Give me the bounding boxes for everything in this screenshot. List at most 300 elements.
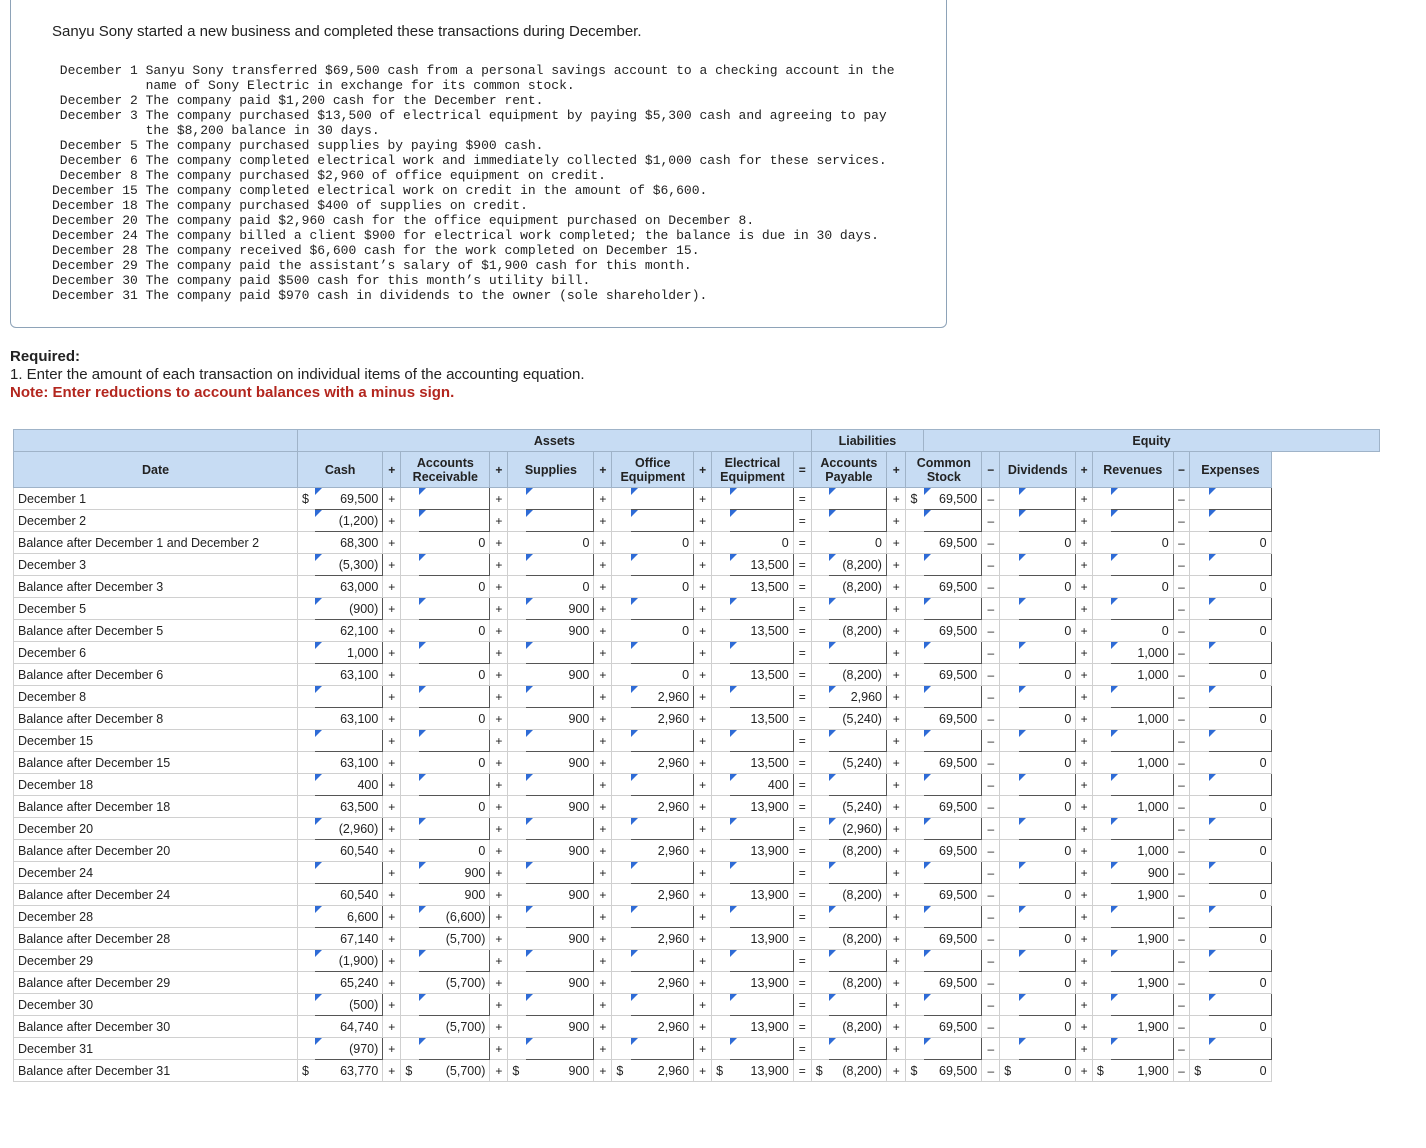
cash-value: 63,100: [315, 664, 383, 686]
currency-symbol: [298, 950, 316, 972]
revenues-input[interactable]: [1111, 1038, 1173, 1060]
electrical-equipment-input[interactable]: [730, 686, 793, 708]
office-equipment-input[interactable]: [631, 510, 694, 532]
cash-value: 65,240: [315, 972, 383, 994]
operator: +: [490, 576, 508, 598]
electrical-equipment-input[interactable]: [730, 642, 793, 664]
currency-symbol: [811, 686, 829, 708]
operator: +: [1076, 576, 1093, 598]
accounts-receivable-input[interactable]: [419, 994, 490, 1016]
cash-input[interactable]: [315, 862, 383, 884]
operator: =: [793, 488, 811, 510]
currency-symbol: [1092, 862, 1110, 884]
office-equipment-input[interactable]: [631, 994, 694, 1016]
currency-symbol: [1190, 906, 1209, 928]
operator: +: [383, 730, 401, 752]
dividends-value: 0: [1019, 532, 1076, 554]
operator: –: [1173, 862, 1190, 884]
currency-symbol: [1092, 774, 1110, 796]
revenues-value: 0: [1111, 532, 1173, 554]
operator: +: [1076, 686, 1093, 708]
common-stock-input[interactable]: [924, 598, 982, 620]
supplies-input[interactable]: [526, 818, 594, 840]
accounts-receivable-input[interactable]: [419, 642, 490, 664]
supplies-input[interactable]: [526, 950, 594, 972]
common-stock-input[interactable]: [924, 554, 982, 576]
currency-symbol: [811, 708, 829, 730]
accounts-payable-input[interactable]: [829, 774, 886, 796]
operator: +: [490, 708, 508, 730]
currency-symbol: [811, 1038, 829, 1060]
operator: –: [982, 884, 1000, 906]
operator: +: [594, 972, 612, 994]
operator: +: [490, 818, 508, 840]
currency-symbol: [1000, 840, 1019, 862]
currency-symbol: [712, 708, 730, 730]
dividends-input[interactable]: [1019, 488, 1076, 510]
currency-symbol: [1092, 752, 1110, 774]
expenses-input[interactable]: [1209, 774, 1271, 796]
currency-symbol: [298, 796, 316, 818]
operator: –: [1173, 796, 1190, 818]
cash-input[interactable]: (970): [315, 1038, 383, 1060]
supplies-input[interactable]: [526, 642, 594, 664]
accounts-payable-input[interactable]: 2,960: [829, 686, 886, 708]
electrical-equipment-input[interactable]: [730, 488, 793, 510]
operator: +: [694, 576, 712, 598]
revenues-input[interactable]: [1111, 994, 1173, 1016]
currency-symbol: [811, 906, 829, 928]
currency-symbol: [401, 862, 419, 884]
accounts-receivable-input[interactable]: [419, 1038, 490, 1060]
operator: +: [1076, 598, 1093, 620]
dividends-input[interactable]: [1019, 686, 1076, 708]
common-stock-input[interactable]: [924, 510, 982, 532]
operator: +: [1076, 950, 1093, 972]
currency-symbol: [712, 818, 730, 840]
cash-value: 63,100: [315, 752, 383, 774]
accounts-payable-value: (5,240): [829, 708, 886, 730]
currency-symbol: [298, 840, 316, 862]
cash-input[interactable]: 1,000: [315, 642, 383, 664]
expenses-input[interactable]: [1209, 818, 1271, 840]
currency-symbol: [712, 994, 730, 1016]
operator: +: [490, 994, 508, 1016]
common-stock-value: 69,500: [924, 928, 982, 950]
dividends-input[interactable]: [1019, 730, 1076, 752]
entry-row: [14, 510, 1426, 532]
dividends-input[interactable]: [1019, 554, 1076, 576]
accounts-payable-input[interactable]: [829, 730, 886, 752]
currency-symbol: [906, 752, 924, 774]
office-equipment-input[interactable]: [631, 730, 694, 752]
revenues-value: 1,900: [1111, 972, 1173, 994]
common-stock-input[interactable]: [924, 686, 982, 708]
common-stock-input[interactable]: 69,500: [924, 488, 982, 510]
electrical-equipment-value: 13,500: [730, 752, 793, 774]
entry-row: [14, 774, 1426, 796]
supplies-value: 900: [526, 708, 594, 730]
electrical-equipment-input[interactable]: [730, 510, 793, 532]
office-equipment-input[interactable]: [631, 906, 694, 928]
cash-input[interactable]: (900): [315, 598, 383, 620]
accounts-receivable-input[interactable]: [419, 730, 490, 752]
operator: +: [886, 928, 905, 950]
expenses-input[interactable]: [1209, 554, 1271, 576]
electrical-equipment-input[interactable]: [730, 906, 793, 928]
accounts-receivable-input[interactable]: [419, 774, 490, 796]
common-stock-input[interactable]: [924, 730, 982, 752]
currency-symbol: [1190, 950, 1209, 972]
dividends-input[interactable]: [1019, 906, 1076, 928]
revenues-input[interactable]: [1111, 730, 1173, 752]
cash-input[interactable]: 400: [315, 774, 383, 796]
accounts-payable-input[interactable]: [829, 1038, 886, 1060]
dividends-input[interactable]: [1019, 598, 1076, 620]
supplies-input[interactable]: [526, 510, 594, 532]
accounts-receivable-input[interactable]: [419, 598, 490, 620]
supplies-input[interactable]: [526, 730, 594, 752]
revenues-input[interactable]: 1,000: [1111, 642, 1173, 664]
operator: =: [793, 686, 811, 708]
office-equipment-input[interactable]: [631, 642, 694, 664]
electrical-equipment-value: 0: [730, 532, 793, 554]
currency-symbol: [401, 1016, 419, 1038]
transaction-list: December 1 Sanyu Sony transferred $69,500 cash from a personal savings account to a checking account in the name of Sony Electric in exchange for its common stock. December 2 The company paid $1,200 cash for the December rent. December 3 The company purchased $13,500 of electrical equipment by paying $5,300 cash and agreeing to pay the $8,200 balance in 30 days. December 5 The company purchased supplies by paying $900 cash. December 6 The company completed electrical work and immediately collected $1,000 cash for these services. December 8 The company purchased $2,960 of office equipment on credit. December 15 The company completed electrical work on credit in the amount of $6,600. December 18 The company purchased $400 of supplies on credit. December 20 The company paid $2,960 cash for the office equipment purchased on December 8. December 24 The company billed a client $900 for electrical work completed; the balance is due in 30 days. December 28 The company received $6,600 cash for the work completed on December 15. December 29 The company paid the assistant’s salary of $1,900 cash for this month. December 30 The company paid $500 cash for this month’s utility bill. December 31 The company paid $970 cash in dividends to the owner (sole shareholder).: [52, 63, 895, 303]
office-equipment-input[interactable]: 2,960: [631, 686, 694, 708]
operator: +: [490, 774, 508, 796]
cash-input[interactable]: [315, 730, 383, 752]
currency-symbol: [1000, 488, 1019, 510]
currency-symbol: $: [612, 1060, 631, 1082]
operator: +: [694, 906, 712, 928]
currency-symbol: [1000, 664, 1019, 686]
currency-symbol: [1000, 906, 1019, 928]
office-equipment-input[interactable]: [631, 818, 694, 840]
supplies-value: 900: [526, 620, 594, 642]
supplies-input[interactable]: [526, 488, 594, 510]
currency-symbol: [811, 730, 829, 752]
currency-symbol: [1000, 994, 1019, 1016]
dividends-value: 0: [1019, 796, 1076, 818]
operator: +: [594, 906, 612, 928]
operator: +: [886, 884, 905, 906]
dividends-input[interactable]: [1019, 774, 1076, 796]
supplies-value: 900: [526, 928, 594, 950]
accounts-receivable-input[interactable]: (6,600): [419, 906, 490, 928]
accounts-payable-input[interactable]: [829, 510, 886, 532]
cash-value: 68,300: [315, 532, 383, 554]
office-equipment-input[interactable]: [631, 488, 694, 510]
row-date: Balance after December 18: [14, 796, 298, 818]
supplies-input[interactable]: [526, 774, 594, 796]
common-stock-input[interactable]: [924, 906, 982, 928]
currency-symbol: [401, 686, 419, 708]
office-equipment-input[interactable]: [631, 774, 694, 796]
operator: +: [594, 774, 612, 796]
operator: =: [793, 510, 811, 532]
common-stock-input[interactable]: [924, 950, 982, 972]
cash-input[interactable]: 6,600: [315, 906, 383, 928]
office-equipment-value: 2,960: [631, 884, 694, 906]
revenues-input[interactable]: 900: [1111, 862, 1173, 884]
supplies-input[interactable]: 900: [526, 598, 594, 620]
office-equipment-input[interactable]: [631, 950, 694, 972]
operator: +: [383, 532, 401, 554]
currency-symbol: [401, 708, 419, 730]
office-equipment-input[interactable]: [631, 598, 694, 620]
expenses-value: 0: [1209, 840, 1271, 862]
currency-symbol: [1092, 620, 1110, 642]
revenues-input[interactable]: [1111, 554, 1173, 576]
expenses-input[interactable]: [1209, 730, 1271, 752]
currency-symbol: [811, 796, 829, 818]
operator: –: [982, 840, 1000, 862]
accounts-payable-input[interactable]: [829, 862, 886, 884]
cash-input[interactable]: (1,200): [315, 510, 383, 532]
expenses-input[interactable]: [1209, 488, 1271, 510]
expenses-input[interactable]: [1209, 686, 1271, 708]
expenses-input[interactable]: [1209, 510, 1271, 532]
operator: –: [982, 906, 1000, 928]
expenses-input[interactable]: [1209, 598, 1271, 620]
accounts-receivable-input[interactable]: [419, 818, 490, 840]
currency-symbol: [401, 928, 419, 950]
currency-symbol: [712, 510, 730, 532]
electrical-equipment-input[interactable]: [730, 950, 793, 972]
dividends-input[interactable]: [1019, 818, 1076, 840]
currency-symbol: [298, 994, 316, 1016]
revenues-input[interactable]: [1111, 488, 1173, 510]
office-equipment-input[interactable]: [631, 1038, 694, 1060]
operator: +: [490, 554, 508, 576]
currency-symbol: [712, 642, 730, 664]
common-stock-input[interactable]: [924, 1038, 982, 1060]
operator: –: [982, 994, 1000, 1016]
electrical-equipment-input[interactable]: [730, 1038, 793, 1060]
operator: –: [982, 664, 1000, 686]
supplies-input[interactable]: [526, 862, 594, 884]
currency-symbol: [906, 576, 924, 598]
operator: +: [886, 488, 905, 510]
accounts-payable-input[interactable]: [829, 994, 886, 1016]
accounts-receivable-input[interactable]: [419, 554, 490, 576]
dividends-input[interactable]: [1019, 950, 1076, 972]
operator: +: [594, 686, 612, 708]
office-equipment-value: 2,960: [631, 1060, 694, 1082]
currency-symbol: [508, 598, 526, 620]
operator: –: [1173, 708, 1190, 730]
currency-symbol: [1190, 994, 1209, 1016]
office-equipment-input[interactable]: [631, 554, 694, 576]
electrical-equipment-input[interactable]: [730, 818, 793, 840]
revenues-input[interactable]: [1111, 950, 1173, 972]
accounts-payable-value: (8,200): [829, 620, 886, 642]
expenses-input[interactable]: [1209, 994, 1271, 1016]
currency-symbol: [1092, 928, 1110, 950]
office-equipment-value: 2,960: [631, 708, 694, 730]
cash-value: 63,100: [315, 708, 383, 730]
currency-symbol: [1092, 1038, 1110, 1060]
currency-symbol: [401, 1038, 419, 1060]
supplies-input[interactable]: [526, 994, 594, 1016]
cash-input[interactable]: (2,960): [315, 818, 383, 840]
currency-symbol: $: [298, 488, 316, 510]
operator: +: [1076, 752, 1093, 774]
cash-input[interactable]: (500): [315, 994, 383, 1016]
accounts-receivable-input[interactable]: [419, 950, 490, 972]
supplies-input[interactable]: [526, 1038, 594, 1060]
operator: +: [886, 862, 905, 884]
entry-row: [14, 1038, 1426, 1060]
currency-symbol: [906, 796, 924, 818]
currency-symbol: [906, 950, 924, 972]
accounts-receivable-input[interactable]: [419, 510, 490, 532]
operator: +: [383, 774, 401, 796]
accounts-receivable-input[interactable]: [419, 488, 490, 510]
revenues-input[interactable]: [1111, 774, 1173, 796]
currency-symbol: [1000, 532, 1019, 554]
currency-symbol: [906, 840, 924, 862]
common-stock-input[interactable]: [924, 774, 982, 796]
accounts-receivable-input[interactable]: [419, 686, 490, 708]
revenues-input[interactable]: [1111, 906, 1173, 928]
currency-symbol: [612, 532, 631, 554]
currency-symbol: [508, 840, 526, 862]
office-equipment-input[interactable]: [631, 862, 694, 884]
expenses-input[interactable]: [1209, 862, 1271, 884]
row-date: December 20: [14, 818, 298, 840]
electrical-equipment-input[interactable]: [730, 730, 793, 752]
revenues-input[interactable]: [1111, 510, 1173, 532]
accounts-receivable-input[interactable]: 900: [419, 862, 490, 884]
operator: –: [1173, 554, 1190, 576]
currency-symbol: [1000, 774, 1019, 796]
header-equity: Equity: [924, 430, 1380, 452]
cash-input[interactable]: 69,500: [315, 488, 383, 510]
currency-symbol: [1000, 576, 1019, 598]
currency-symbol: [1000, 928, 1019, 950]
currency-symbol: [712, 488, 730, 510]
revenues-input[interactable]: [1111, 818, 1173, 840]
cash-input[interactable]: [315, 686, 383, 708]
entry-row: [14, 730, 1426, 752]
supplies-value: 900: [526, 1016, 594, 1038]
cash-input[interactable]: (5,300): [315, 554, 383, 576]
accounts-payable-input[interactable]: [829, 642, 886, 664]
electrical-equipment-input[interactable]: [730, 598, 793, 620]
common-stock-input[interactable]: [924, 862, 982, 884]
accounts-payable-input[interactable]: [829, 598, 886, 620]
supplies-input[interactable]: [526, 554, 594, 576]
header-supplies: Supplies: [508, 452, 594, 488]
currency-symbol: [401, 576, 419, 598]
operator: +: [594, 664, 612, 686]
currency-symbol: [1000, 708, 1019, 730]
dividends-input[interactable]: [1019, 862, 1076, 884]
common-stock-input[interactable]: [924, 994, 982, 1016]
operator: +: [694, 972, 712, 994]
cash-value: 60,540: [315, 840, 383, 862]
accounts-payable-input[interactable]: [829, 488, 886, 510]
accounts-payable-input[interactable]: (2,960): [829, 818, 886, 840]
electrical-equipment-input[interactable]: 13,500: [730, 554, 793, 576]
expenses-value: 0: [1209, 1016, 1271, 1038]
operator: =: [793, 1060, 811, 1082]
supplies-input[interactable]: [526, 686, 594, 708]
electrical-equipment-input[interactable]: [730, 994, 793, 1016]
operator: +: [383, 598, 401, 620]
dividends-input[interactable]: [1019, 510, 1076, 532]
revenues-input[interactable]: [1111, 686, 1173, 708]
currency-symbol: [612, 664, 631, 686]
operator: +: [694, 994, 712, 1016]
operator: +: [1076, 774, 1093, 796]
operator: =: [793, 642, 811, 664]
accounts-payable-value: (8,200): [829, 928, 886, 950]
expenses-input[interactable]: [1209, 642, 1271, 664]
operator: +: [1076, 1038, 1093, 1060]
operator: +: [694, 862, 712, 884]
common-stock-input[interactable]: [924, 818, 982, 840]
currency-symbol: [906, 928, 924, 950]
balance-row: [14, 1060, 1426, 1082]
revenues-input[interactable]: [1111, 598, 1173, 620]
currency-symbol: [712, 928, 730, 950]
header-accounts-payable: Accounts Payable: [811, 452, 886, 488]
dividends-value: 0: [1019, 1060, 1076, 1082]
currency-symbol: [712, 1038, 730, 1060]
operator: +: [490, 862, 508, 884]
entry-row: [14, 818, 1426, 840]
operator: –: [1173, 576, 1190, 598]
electrical-equipment-input[interactable]: [730, 862, 793, 884]
operator: +: [886, 598, 905, 620]
cash-input[interactable]: (1,900): [315, 950, 383, 972]
revenues-value: 1,900: [1111, 884, 1173, 906]
currency-symbol: [298, 576, 316, 598]
supplies-input[interactable]: [526, 906, 594, 928]
dividends-value: 0: [1019, 840, 1076, 862]
dividends-input[interactable]: [1019, 1038, 1076, 1060]
expenses-input[interactable]: [1209, 1038, 1271, 1060]
operator: +: [1076, 510, 1093, 532]
dividends-input[interactable]: [1019, 642, 1076, 664]
operator: +: [694, 950, 712, 972]
accounts-payable-input[interactable]: [829, 906, 886, 928]
electrical-equipment-input[interactable]: 400: [730, 774, 793, 796]
operator: +: [383, 576, 401, 598]
operator: +: [886, 642, 905, 664]
currency-symbol: [508, 686, 526, 708]
expenses-value: 0: [1209, 972, 1271, 994]
currency-symbol: [906, 554, 924, 576]
accounts-payable-input[interactable]: [829, 950, 886, 972]
operator: –: [1173, 598, 1190, 620]
operator: –: [982, 686, 1000, 708]
currency-symbol: [612, 576, 631, 598]
revenues-value: 1,000: [1111, 752, 1173, 774]
common-stock-input[interactable]: [924, 642, 982, 664]
expenses-input[interactable]: [1209, 950, 1271, 972]
currency-symbol: $: [1190, 1060, 1209, 1082]
header-date: Date: [14, 452, 298, 488]
accounts-payable-input[interactable]: (8,200): [829, 554, 886, 576]
dividends-input[interactable]: [1019, 994, 1076, 1016]
common-stock-value: 69,500: [924, 1060, 982, 1082]
expenses-input[interactable]: [1209, 906, 1271, 928]
currency-symbol: [1190, 1038, 1209, 1060]
